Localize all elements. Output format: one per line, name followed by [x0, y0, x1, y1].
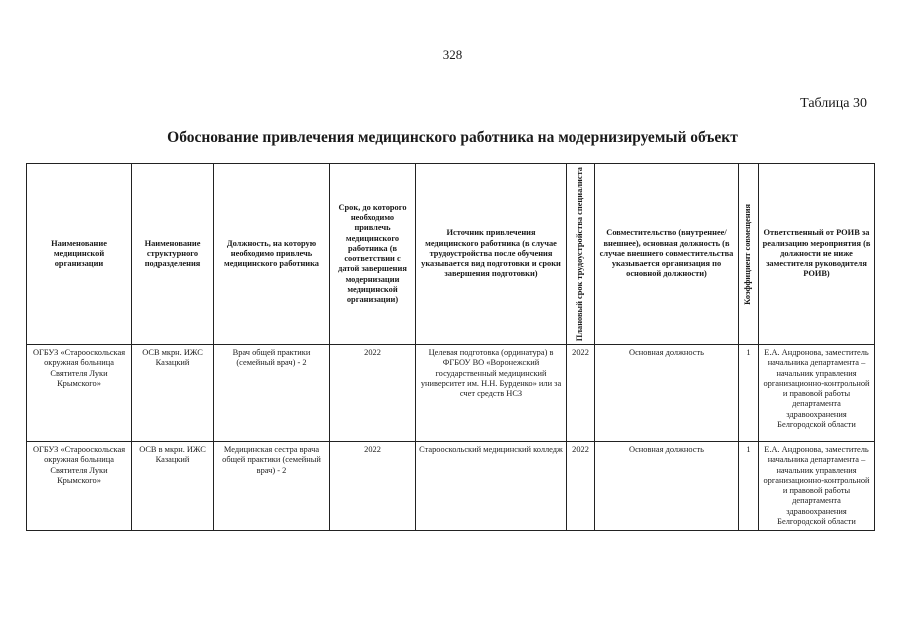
header-row	[27, 164, 875, 345]
table-row	[27, 442, 875, 531]
justification-table	[26, 163, 875, 531]
header-responsible: Ответственный от РОИВ за реализацию мероприятия (в должности не ниже заместителя руководителя РОИВ)	[759, 164, 875, 345]
cell-responsible: Е.А. Андронова, заместитель начальника департамента – начальник управления организационно-контрольной и правовой работы департамента здравоохранения Белгородской области	[759, 442, 875, 531]
cell-source: Старооскольский медицинский колледж	[416, 442, 567, 531]
header-position: Должность, на которую необходимо привлечь медицинского работника	[214, 164, 330, 345]
table-row	[27, 345, 875, 442]
document-title: Обоснование привлечения медицинского работника на модернизируемый объект	[167, 129, 738, 146]
cell-position: Медицинская сестра врача общей практики (семейный врач) - 2	[214, 442, 330, 531]
cell-coefficient: 1	[739, 345, 759, 442]
header-org: Наименование медицинской организации	[27, 164, 132, 345]
cell-coefficient: 1	[739, 442, 759, 531]
cell-combination: Основная должность	[595, 345, 739, 442]
cell-org: ОГБУЗ «Старооскольская окружная больница Святителя Луки Крымского»	[27, 442, 132, 531]
page-number: 328	[442, 47, 463, 62]
cell-combination: Основная должность	[595, 442, 739, 531]
header-unit: Наименование структурного подразделения	[132, 164, 214, 345]
cell-planned: 2022	[567, 345, 595, 442]
header-planned	[567, 164, 595, 345]
header-source: Источник привлечения медицинского работника (в случае трудоустройства после обучения указывается вид подготовки и сроки завершения подготовки)	[416, 164, 567, 345]
cell-deadline: 2022	[330, 345, 416, 442]
header-deadline: Срок, до которого необходимо привлечь медицинского работника (в соответствии с датой завершения модернизации медицинской организации)	[330, 164, 416, 345]
cell-source: Целевая подготовка (ординатура) в ФГБОУ ВО «Воронежский государственный медицинский университет им. Н.Н. Бурденко» или за счет средств НСЗ	[416, 345, 567, 442]
header-planned-text: Плановый срок трудоустройства специалиста	[575, 167, 585, 342]
header-coefficient-text: Коэффициент совмещения	[743, 203, 753, 305]
cell-position: Врач общей практики (семейный врач) - 2	[214, 345, 330, 442]
cell-org: ОГБУЗ «Старооскольская окружная больница Святителя Луки Крымского»	[27, 345, 132, 442]
cell-responsible: Е.А. Андронова, заместитель начальника департамента – начальник управления организационно-контрольной и правовой работы департамента здравоохранения Белгородской области	[759, 345, 875, 442]
cell-unit: ОСВ мкрн. ИЖС Казацкий	[132, 345, 214, 442]
header-coefficient	[739, 164, 759, 345]
table-label: Таблица 30	[800, 96, 867, 111]
header-combination: Совместительство (внутреннее/ внешнее), основная должность (в случае внешнего совместительства указывается организация по основной должности)	[595, 164, 739, 345]
cell-unit: ОСВ в мкрн. ИЖС Казацкий	[132, 442, 214, 531]
cell-deadline: 2022	[330, 442, 416, 531]
cell-planned: 2022	[567, 442, 595, 531]
